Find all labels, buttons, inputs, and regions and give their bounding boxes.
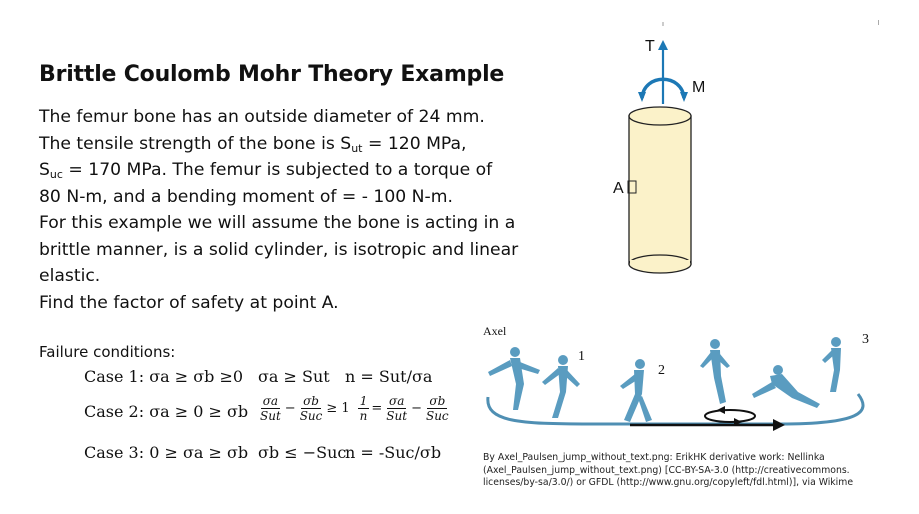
statement-line-5: For this example we will assume the bone is acting in a <box>39 213 516 233</box>
cylinder-body <box>629 116 691 264</box>
torque-arrowhead <box>658 40 668 50</box>
statement-line-1: The femur bone has an outside diameter of 24 mm. <box>39 107 485 127</box>
statement-line-3: $S_{uc} = 170$ MPa. The femur is subjected to a torque of <box>39 160 493 181</box>
moment-arrowhead-right <box>680 92 688 102</box>
phase-1-label: 1 <box>578 349 585 364</box>
skater-figure-6 <box>822 337 841 392</box>
fraction-sb-suc-2: $\frac{\sigma b}{\text{Suc}}$ <box>425 394 449 423</box>
axel-jump-image <box>480 322 880 440</box>
case-3-condition: 0 ≥ σa ≥ σb <box>149 443 249 462</box>
fraction-sb-suc: $\frac{\sigma b}{\text{Suc}}$ <box>299 394 323 423</box>
case-2-row <box>84 402 248 421</box>
point-a-label: A <box>613 180 624 197</box>
fraction-sa-sut-2: $\frac{\sigma a}{\text{Sut}}$ <box>386 394 408 423</box>
credit-line-1: By Axel_Paulsen_jump_without_text.png: ErikHK derivative work: Nellinka <box>483 452 825 463</box>
skater-figure-5 <box>752 365 820 408</box>
phase-3-label: 3 <box>862 332 869 347</box>
image-credit <box>483 452 881 488</box>
case-1-safety-factor: n = Sut/σa <box>345 367 433 386</box>
rotation-ellipse <box>705 410 755 422</box>
statement-line-4: 80 N-m, and a bending moment of = - 100 N-m. <box>39 186 453 207</box>
case-1-row <box>84 367 243 386</box>
skater-figure-4 <box>700 339 730 404</box>
case-2-condition: σa ≥ 0 ≥ σb <box>149 402 249 421</box>
credit-line-3: licenses/by-sa/3.0/) or GFDL (http://www.gnu.org/copyleft/fdl.html)], via Wikime <box>483 477 854 488</box>
slide-title: Brittle Coulomb Mohr Theory Example <box>39 62 505 87</box>
torque-label: T <box>645 38 655 55</box>
case-3-safety-factor: n = -Suc/σb <box>345 443 442 462</box>
case-2-formula: $\frac{\sigma a}{\text{Sut}}$ − $\frac{\sigma b}{\text{Suc}}$ ≥ 1 $\frac{1}{n}$ = $\frac{\sigma a}{\text{Sut}}$ − $\frac{\sigma b}{\text{Suc}}$ <box>260 394 449 423</box>
statement-line-2: The tensile strength of the bone is $S_{ut} = 120$ MPa, <box>39 133 467 155</box>
case-1-rule: σa ≥ Sut <box>258 367 330 386</box>
credit-line-2: (Axel_Paulsen_jump_without_text.png) [CC-BY-SA-3.0 (http://creativecommons. <box>483 464 850 476</box>
problem-statement <box>39 104 559 316</box>
statement-line-6: brittle manner, is a solid cylinder, is isotropic and linear <box>39 239 519 260</box>
fraction-sa-sut: $\frac{\sigma a}{\text{Sut}}$ <box>260 394 281 423</box>
femur-cylinder-diagram <box>600 18 720 280</box>
case-3-rule: σb ≤ −Suc <box>258 443 347 462</box>
case-3-row <box>84 443 248 462</box>
jump-arrowhead <box>773 419 785 431</box>
skater-figure-1 <box>488 347 540 410</box>
case-1-name: Case 1: <box>84 367 150 386</box>
statement-line-7: elastic. <box>39 266 101 286</box>
case-2-name: Case 2: <box>84 402 150 421</box>
cylinder-top <box>629 107 691 125</box>
case-2-inequality: ≥ 1 <box>326 401 350 416</box>
fraction-one-over-n: $\frac{1}{n}$ <box>359 394 368 423</box>
case-1-condition: σa ≥ σb ≥0 <box>149 367 244 386</box>
moment-arrowhead-left <box>638 92 646 102</box>
rotation-arrow-top <box>717 406 725 414</box>
moment-label: M <box>692 79 706 96</box>
case-3-name: Case 3: <box>84 443 150 462</box>
phase-2-label: 2 <box>658 363 665 378</box>
failure-conditions-label: Failure conditions: <box>39 343 176 361</box>
corner-tick <box>878 20 879 25</box>
skater-figures <box>488 337 841 422</box>
axel-label: Axel <box>483 324 507 338</box>
skater-figure-2 <box>542 355 580 418</box>
statement-line-8: Find the factor of safety at point A. <box>39 292 339 313</box>
skater-figure-3 <box>620 359 652 422</box>
